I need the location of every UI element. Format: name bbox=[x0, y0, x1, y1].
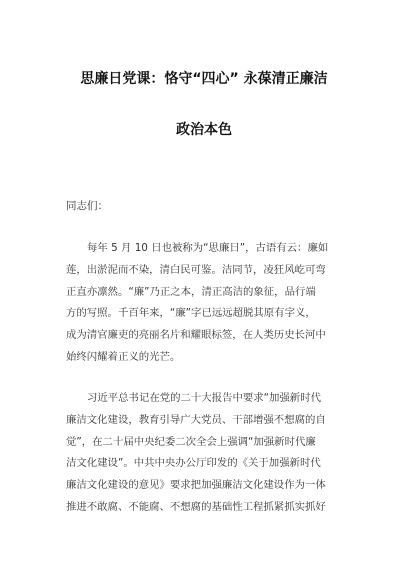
paragraph-line: 方的写照。千百年来，“廉”字已远远超脱其原有字义， bbox=[66, 307, 316, 320]
paragraph-line: 廉洁文化建设，教育引导广大党员、干部增强不想腐的自 bbox=[66, 413, 326, 426]
paragraph-line: 洁文化建设”。中共中央办公厅印发的《关于加强新时代 bbox=[66, 457, 321, 470]
paragraph-line: 习近平总书记在党的二十大报告中要求“加强新时代 bbox=[87, 392, 321, 404]
paragraph-2 bbox=[66, 391, 346, 522]
paragraph-line: 正直亦凛然。“廉”乃正之本，清正高洁的象征，品行端 bbox=[66, 285, 316, 298]
paragraph-line: 廉洁文化建设的意见》要求把加强廉洁文化建设作为一体 bbox=[66, 479, 326, 492]
paragraph-line: 推进不敢腐、不能腐、不想腐的基础性工程抓紧抓实抓好 bbox=[66, 500, 326, 513]
paragraph-line: 觉”，在二十届中央纪委二次全会上强调“加强新时代廉 bbox=[66, 435, 316, 448]
salutation: 同志们： bbox=[66, 200, 108, 212]
paragraph-line: 莲，出淤泥而不染，清白民可鉴。洁同节，凌狂风屹可弯 bbox=[66, 263, 326, 276]
document-title-line-1: 思廉日党课：恪守“四心” 永葆清正廉洁 bbox=[80, 71, 328, 87]
paragraph-line: 每年 5 月 10 日也被称为“思廉日”，古语有云：廉如 bbox=[87, 242, 329, 254]
paragraph-line: 始终闪耀着正义的光芒。 bbox=[66, 350, 181, 363]
document-title-line-2: 政治本色 bbox=[176, 122, 232, 138]
paragraph-1 bbox=[66, 241, 346, 372]
paragraph-line: 成为清官廉吏的亮丽名片和耀眼标签，在人类历史长河中 bbox=[66, 329, 326, 342]
